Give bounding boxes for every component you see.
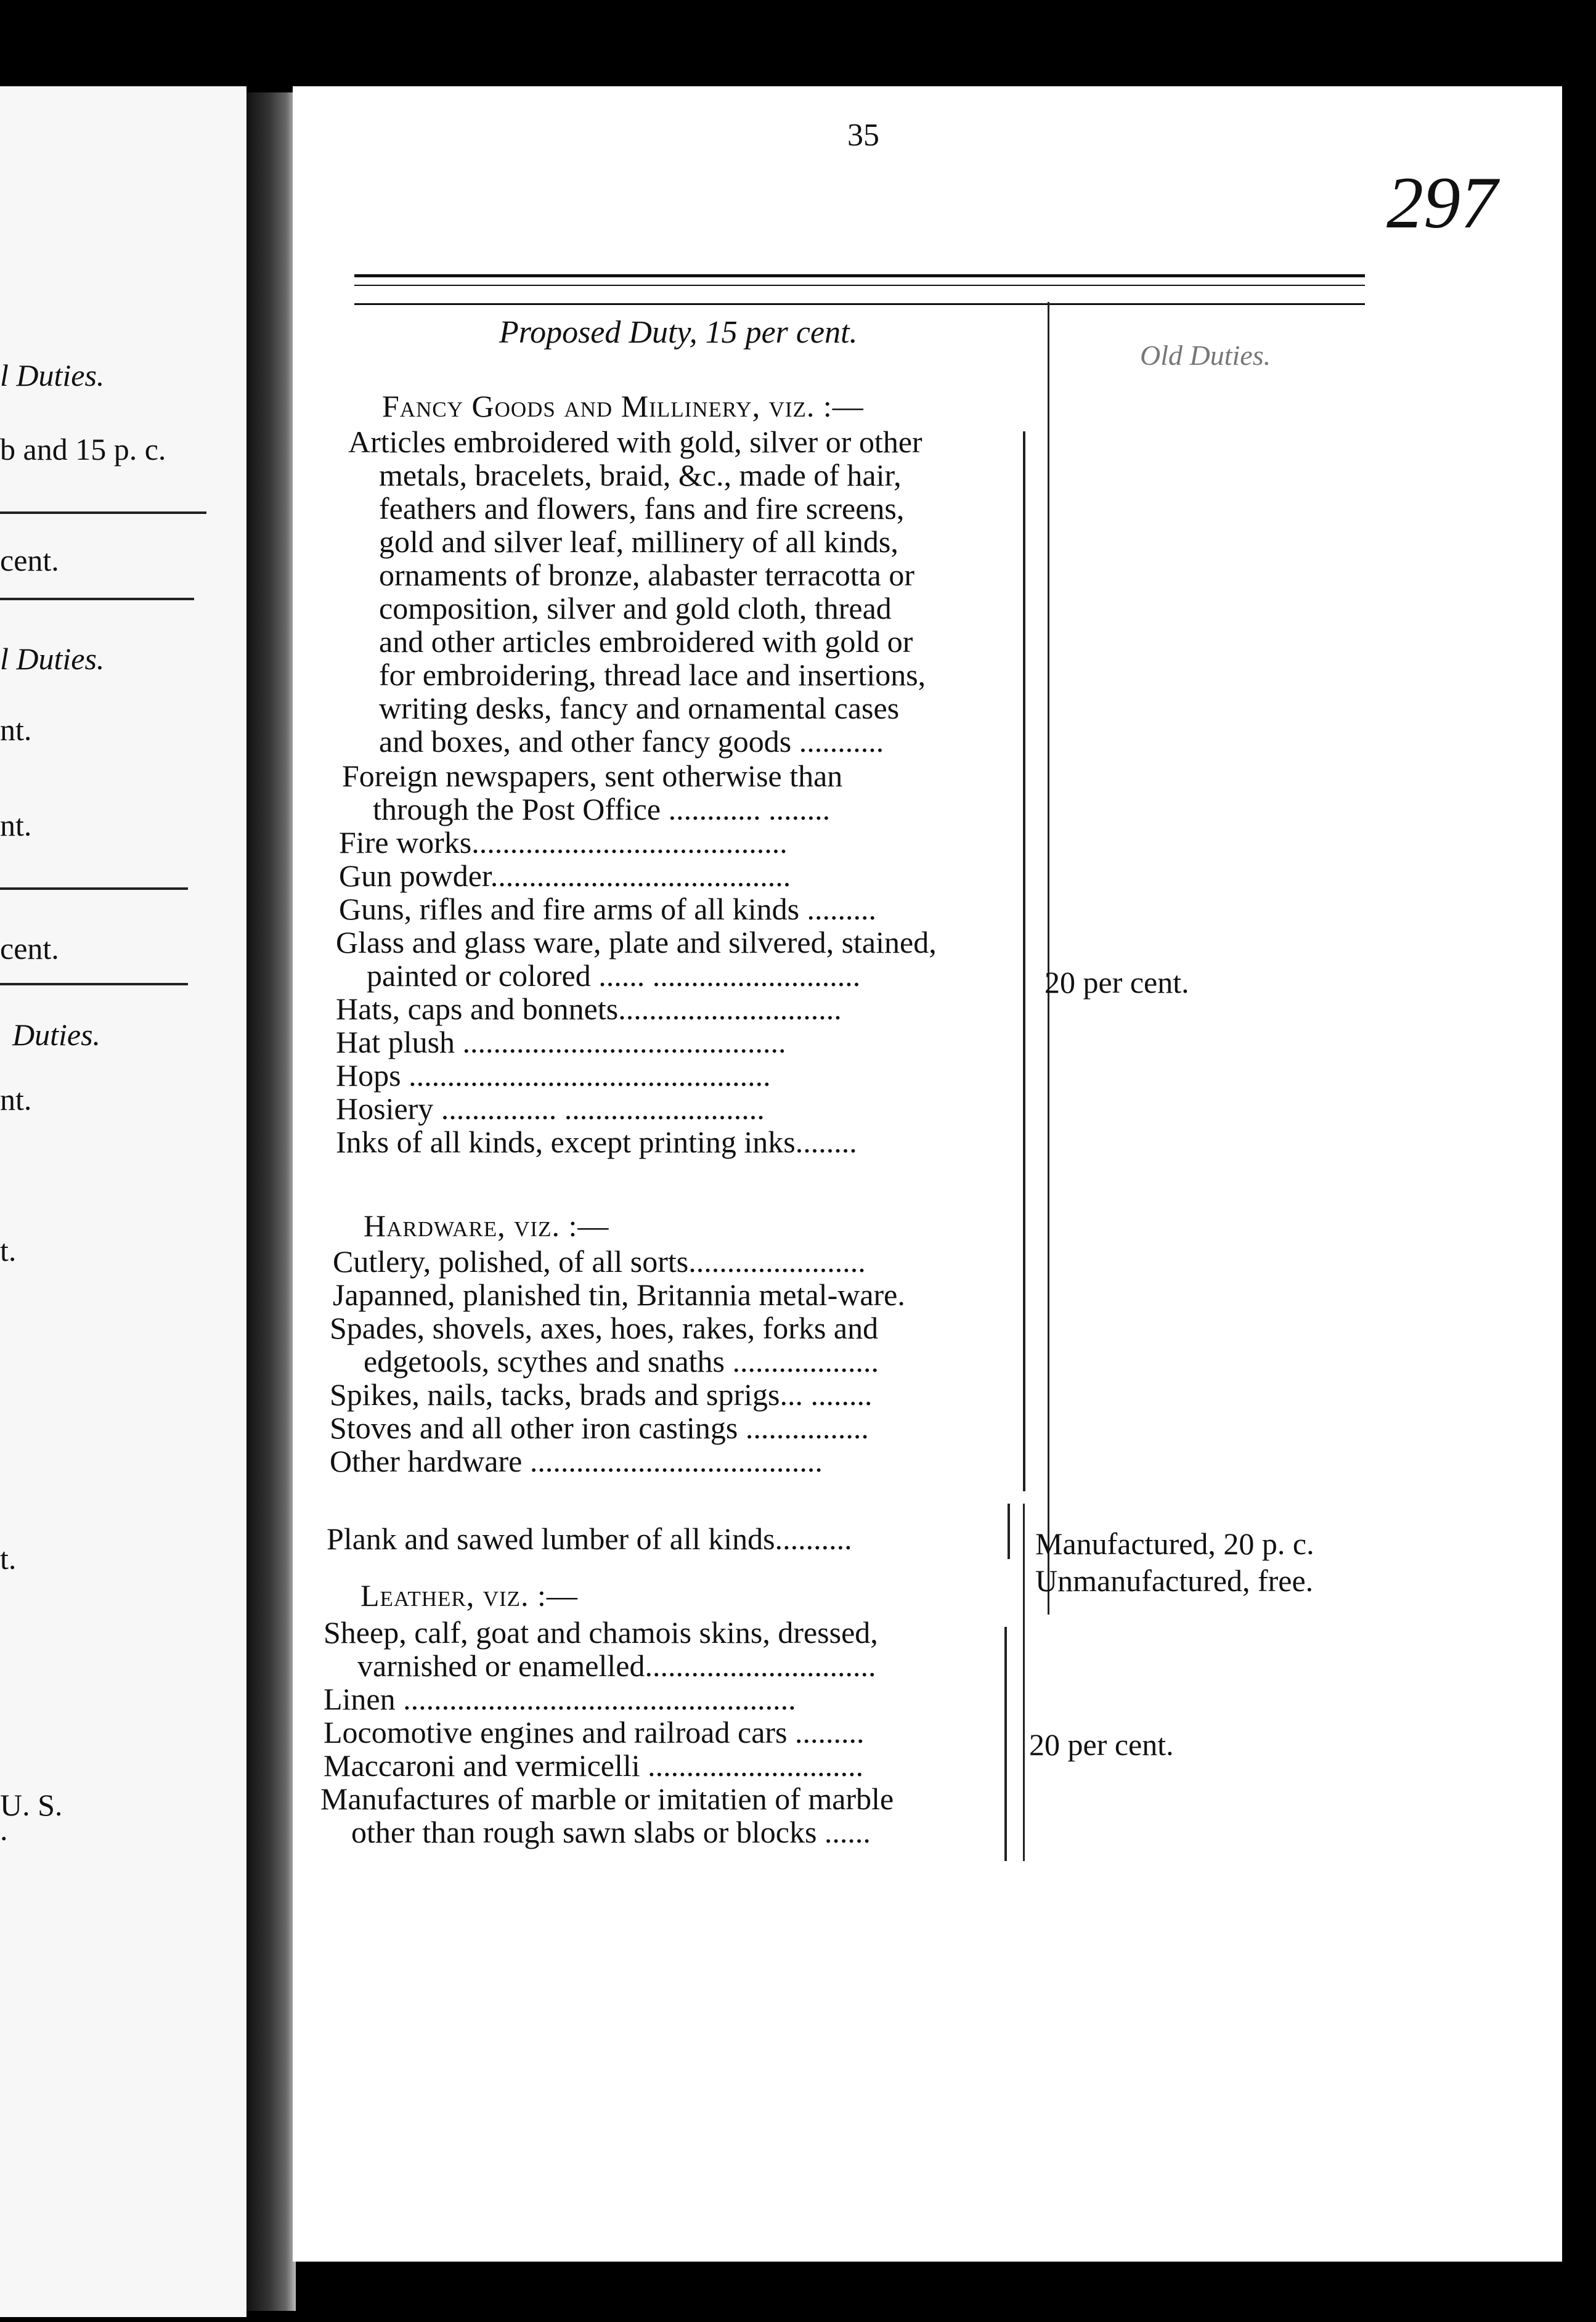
- entry-line: and boxes, and other fancy goods ...........: [379, 724, 884, 759]
- entry-line: Cutlery, polished, of all sorts.......................: [333, 1244, 866, 1279]
- entry-line: varnished or enamelled..............................: [357, 1648, 876, 1683]
- entry-line: Foreign newspapers, sent otherwise than: [342, 759, 843, 793]
- left-line: t.: [0, 1541, 17, 1576]
- left-line: cent.: [0, 931, 59, 966]
- entry-line: Spikes, nails, tacks, brads and sprigs... ........: [330, 1377, 873, 1412]
- left-line: t.: [0, 1233, 17, 1268]
- header-rule: [354, 285, 1365, 286]
- section-heading: Leather, viz. :—: [360, 1578, 578, 1613]
- left-rule: [0, 983, 188, 985]
- old-duty-value: 20 per cent.: [1029, 1727, 1174, 1762]
- entry-line: Guns, rifles and fire arms of all kinds .........: [339, 892, 877, 926]
- entry-line: writing desks, fancy and ornamental cases: [379, 691, 900, 725]
- entry-line: painted or colored ...... ...........................: [367, 958, 861, 993]
- section-heading: Hardware, viz. :—: [364, 1208, 609, 1243]
- entry-line: metals, bracelets, braid, &c., made of hair,: [379, 458, 902, 492]
- entry-line: Locomotive engines and railroad cars .........: [324, 1715, 865, 1750]
- old-duty-value: Unmanufactured, free.: [1035, 1563, 1314, 1598]
- entry-line: through the Post Office ............ ........: [373, 792, 831, 826]
- old-duty-value: Manufactured, 20 p. c.: [1035, 1526, 1314, 1561]
- entry-line: other than rough sawn slabs or blocks ......: [351, 1815, 871, 1849]
- entry-line: Linen ...................................................: [324, 1682, 796, 1716]
- column-divider: [1023, 1504, 1025, 1861]
- old-duty-value: 20 per cent.: [1044, 965, 1189, 1000]
- entry-line: Articles embroidered with gold, silver or other: [348, 425, 922, 459]
- left-line: l Duties.: [0, 642, 105, 676]
- entry-line: and other articles embroidered with gold or: [379, 624, 913, 659]
- entry-line: Hat plush ..........................................: [336, 1025, 786, 1059]
- entry-line: Stoves and all other iron castings ................: [330, 1411, 869, 1445]
- left-line: nt.: [0, 808, 32, 842]
- left-line: U. S.: [0, 1788, 63, 1822]
- entry-line: Other hardware ......................................: [330, 1444, 823, 1478]
- entry-line: Plank and sawed lumber of all kinds..........: [327, 1522, 852, 1556]
- left-rule: [0, 511, 206, 514]
- left-rule: [0, 598, 194, 600]
- entry-line: Sheep, calf, goat and chamois skins, dressed,: [324, 1615, 878, 1650]
- left-rule: [0, 887, 188, 890]
- entry-line: Fire works.........................................: [339, 825, 788, 860]
- entry-line: for embroidering, thread lace and insertions,: [379, 658, 926, 692]
- proposed-duty-heading: Proposed Duty, 15 per cent.: [499, 315, 858, 350]
- entry-line: Gun powder.......................................: [339, 858, 791, 893]
- left-facing-page: [0, 86, 246, 2317]
- header-rule: [354, 274, 1365, 277]
- page-number: 35: [847, 118, 879, 153]
- handwritten-folio-number: 297: [1386, 161, 1497, 243]
- entry-line: Spades, shovels, axes, hoes, rakes, forks and: [330, 1311, 879, 1345]
- entry-line: Hosiery ............... ..........................: [336, 1091, 765, 1126]
- entry-line: Inks of all kinds, except printing inks........: [336, 1125, 857, 1159]
- brace: [1004, 1627, 1007, 1861]
- entry-line: composition, silver and gold cloth, thread: [379, 591, 892, 625]
- left-line: Duties.: [12, 1017, 101, 1052]
- entry-line: feathers and flowers, fans and fire screens,: [379, 491, 905, 526]
- left-line: cent.: [0, 543, 59, 577]
- old-duties-heading: Old Duties.: [1140, 340, 1271, 371]
- entry-line: ornaments of bronze, alabaster terracotta or: [379, 558, 915, 592]
- entry-line: Hops ...............................................: [336, 1058, 771, 1093]
- section-heading: Fancy Goods and Millinery, viz. :—: [382, 389, 864, 423]
- header-rule: [354, 303, 1365, 305]
- left-line: nt.: [0, 712, 32, 747]
- entry-line: Manufactures of marble or imitatien of marble: [320, 1782, 894, 1816]
- entry-line: Glass and glass ware, plate and silvered, stained,: [336, 925, 937, 959]
- entry-line: edgetools, scythes and snaths ...................: [364, 1344, 879, 1379]
- entry-line: Maccaroni and vermicelli ............................: [324, 1748, 864, 1783]
- entry-line: gold and silver leaf, millinery of all kinds,: [379, 524, 898, 559]
- left-line: .: [0, 1812, 8, 1847]
- left-line: b and 15 p. c.: [0, 432, 166, 466]
- brace: [1008, 1504, 1010, 1559]
- left-line: nt.: [0, 1082, 32, 1117]
- entry-line: Hats, caps and bonnets.............................: [336, 992, 842, 1026]
- left-line: l Duties.: [0, 358, 105, 393]
- column-divider: [1048, 302, 1049, 1615]
- brace: [1023, 431, 1025, 1491]
- entry-line: Japanned, planished tin, Britannia metal-ware.: [333, 1277, 905, 1312]
- book-gutter: [246, 92, 296, 2311]
